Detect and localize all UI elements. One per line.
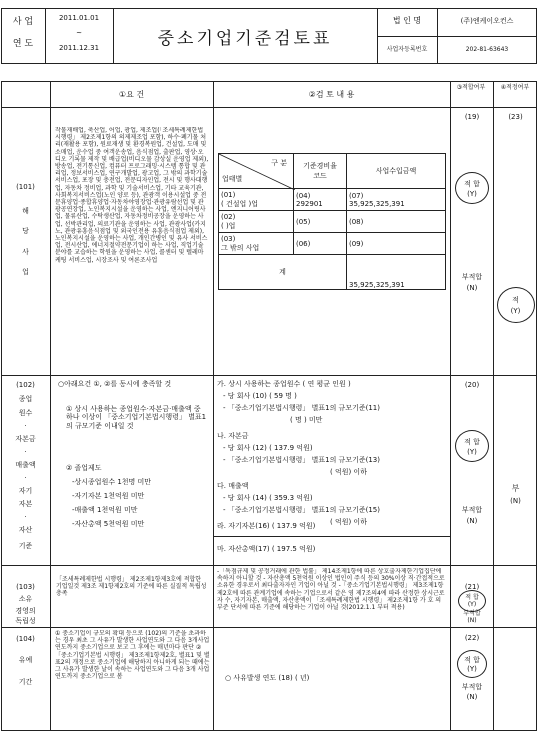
date-start: 2011.01.01 bbox=[58, 14, 100, 22]
row101-code: (101) bbox=[16, 183, 35, 191]
row-no: (07) bbox=[349, 191, 364, 200]
business-table bbox=[218, 153, 446, 290]
row102-label-7: · bbox=[24, 474, 27, 482]
row104-c3-unfit: 부적합 bbox=[461, 683, 483, 691]
total-value: 35,925,325,391 bbox=[349, 281, 405, 289]
row-no: (05) bbox=[296, 217, 311, 226]
row-no: (06) bbox=[296, 239, 311, 248]
row102-label-5: · bbox=[24, 448, 27, 456]
row-revenue: 35,925,325,391 bbox=[349, 199, 405, 208]
row102-ga-title: 가. 상시 사용하는 종업원수 ( 연 평균 인원 ) bbox=[217, 380, 351, 388]
period-label-1: 사 업 bbox=[12, 17, 34, 27]
row101-requirement: 작물재배업, 축산업, 어업, 광업, 제조업(「조세특례제한법 시행령」 제2조제1항의 의제제조업 포함), 하수·폐기물 처리(재활용 포함), 원료재생 및 환경복원업, 건설업, 도매 및 소매업, 운수업 중 여객운송업, 음식점업, 출판업, 영상·오디오 기록물 제작 및 배급업(비디오물 감상실 운영업 제외), 방송업, 전기통신업, 컴퓨터 프로그래밍·시스템 통합 및 관리업, 정보서비스업, 연구개발업, 광고업, 그 밖의 과학기술서비스업, 포장 및 충전업, 전문디자인업, 전시 및 행사대행업, 자동차 정비업, 과학 및 기술서비스업, 기타 교육기관, 사회복지서비스업(노인 양로 등), 관광객 이용시설업 중 전문휴양업·종합휴양업·자동차야영장업·관광유람선업 및 관광공연장업, 노인복지시설을 운영하는 사업, 엔지니어링사업, 물류산업, 수탁생산업, 자동차정비공장을 운영하는 사업, 선박관리업, 의료기관을 운영하는 사업, 관광사업(카지노, 관광유흥음식점업 및 외국인전용 유흥음식점업 제외), 노인복지시설을 운영하는 사업, 개인간병인 및 유사 서비스업, 전시산업, 에너지절약전문기업이 하는 사업, 직업기술 분야를 교습하는 학원을 운영하는 사업, 콜센터 및 텔레마케팅 서비스업, 시장조사 및 여론조사업 bbox=[55, 127, 209, 264]
row102-c3-fit: 적 합 bbox=[464, 438, 480, 446]
row101-c3-no: (19) bbox=[464, 113, 480, 121]
table-head-code: 코드 bbox=[313, 172, 327, 180]
row102-c3-unfit: 부적합 bbox=[461, 506, 483, 514]
table-row bbox=[219, 189, 446, 211]
period-label-2: 연 도 bbox=[12, 39, 34, 49]
table-head-rate: 기준경비율 bbox=[303, 162, 337, 170]
row101-c4-no: (23) bbox=[508, 113, 523, 121]
row-no: (01) bbox=[221, 190, 236, 199]
row102-na-1: - 당 회사 (12) ( 137.9 억원) bbox=[223, 444, 313, 452]
col-header-adequate: ④적정여부 bbox=[500, 84, 530, 91]
row101-c3-fit: 적 합 bbox=[464, 180, 480, 188]
row103-code: (103) bbox=[16, 583, 35, 591]
table-total-row bbox=[219, 255, 446, 290]
row101-label-1: 해 bbox=[22, 207, 29, 215]
row101-c3-n: (N) bbox=[466, 284, 478, 292]
row104-c3-no: (22) bbox=[464, 634, 480, 642]
table-row bbox=[219, 211, 446, 233]
row103-requirement: 「조세특례제한법 시행령」 제2조제1항제3호에 적합한 기업일것 제3조 제1항제2호의 기준에 따른 실질적 독립성 충족 bbox=[56, 576, 207, 598]
page-title: 중소기업기준검토표 bbox=[157, 29, 333, 49]
row102-c4-text: 부 bbox=[511, 484, 520, 493]
row102-ga-3: ( 명 ) 미만 bbox=[290, 416, 323, 424]
row102-label-11: 자산 bbox=[18, 526, 33, 534]
row102-req-2-item: -상시종업원수 1천명 미만 bbox=[72, 478, 152, 486]
row102-c4-n: (N) bbox=[510, 497, 521, 505]
row103-review: -「독점규제 및 공정거래에 관한 법률」 제14조제1항에 따른 상호출자제한기업집단에 속하지 아니할 것 - 자산총액 5천억원 이상인 법인이 주식 등의 30%이상 직·간접적으로 소유한 경우로서 최다출자자인 기업이 아닐 것 -「중소기업기본법시행령」 제3조제1항제2호에 따른 관계기업에 속하는 기업으로서 같은 영 제7조의4에 따라 산정한 상시근로자 수, 자기자본, 매출액, 자산총액이 「조세특례제한법 시행령」 제2조제1항 가 호 의 부준 단서에 따른 기준에 해당하는 기업이 아닐 것(2012.1.1 부터 적용) bbox=[217, 568, 445, 612]
total-label: 계 bbox=[279, 268, 286, 276]
row102-label-4: 자본금 bbox=[15, 435, 36, 443]
col-header-requirement: ①요 건 bbox=[118, 90, 145, 99]
row102-req-2-item: -매출액 1천억원 미만 bbox=[72, 506, 138, 514]
row102-ra: 라. 자기자본(16) ( 137.9 억원) bbox=[217, 522, 316, 530]
adequate-circle-stamp bbox=[497, 287, 535, 323]
row102-c3-y: (Y) bbox=[467, 448, 477, 456]
row-no: (03) bbox=[221, 234, 236, 243]
row102-label-9: 자본 bbox=[18, 500, 33, 508]
row103-label-2: 경영의 bbox=[15, 607, 36, 615]
row101-label-2: 당 bbox=[22, 227, 29, 235]
table-head-type: 업태별 bbox=[222, 175, 243, 183]
row102-ga-2: - 「중소기업기본법시행령」 별표1의 규모기준(11) bbox=[223, 404, 380, 412]
row101-c3-unfit: 부적합 bbox=[461, 273, 483, 281]
row102-label-10: · bbox=[24, 513, 27, 521]
row104-review: ○ 사유발생 연도 (18) ( 년) bbox=[225, 674, 310, 682]
col-header-fit: ③적합여부 bbox=[456, 84, 486, 91]
corp-label: 법 인 명 bbox=[392, 16, 422, 25]
corp-name: (주)엔케이오컨스 bbox=[460, 17, 514, 25]
row103-c3-no: (21) bbox=[464, 583, 480, 591]
row102-req-2-title: ② 졸업제도 bbox=[66, 464, 102, 472]
row101-label-3: 사 bbox=[22, 248, 29, 256]
row103-c3-unfit: 부적합 bbox=[463, 610, 481, 617]
row102-req-1: ① 상시 사용하는 종업원수·자본금·매출액 중 하나 이상이 「중소기업기본법시행령」 별표1의 규모기준 이내일 것 bbox=[66, 405, 207, 430]
row-no: (09) bbox=[349, 239, 364, 248]
row102-label-2: 원수 bbox=[18, 409, 33, 417]
row102-da-3: ( 억원) 이하 bbox=[330, 518, 367, 526]
row-biz: ( 건설업 )업 bbox=[221, 199, 258, 208]
row103-c3-y: (Y) bbox=[467, 601, 477, 608]
row102-na-title: 나. 자본금 bbox=[217, 432, 249, 440]
row101-c4-fit: 적 bbox=[512, 296, 519, 304]
row101-c4-y: (Y) bbox=[510, 307, 521, 315]
col-header-review: ②검 토 내 용 bbox=[308, 90, 355, 99]
row104-code: (104) bbox=[16, 635, 35, 643]
row-no: (02) bbox=[221, 212, 236, 221]
row102-da-1: - 당 회사 (14) ( 359.3 억원) bbox=[223, 494, 313, 502]
row104-c3-y: (Y) bbox=[467, 665, 477, 673]
table-row bbox=[219, 233, 446, 255]
row102-c3-no: (20) bbox=[464, 381, 480, 389]
row103-label-1: 소유 bbox=[18, 595, 33, 603]
row-no: (04) bbox=[296, 191, 311, 200]
row103-label-3: 독립성 bbox=[15, 617, 36, 625]
bizno-label: 사업자등록번호 bbox=[386, 46, 428, 53]
row102-req-intro: ○아래요건 ①, ②를 동시에 충족할 것 bbox=[58, 380, 172, 388]
bizno: 202-81-63643 bbox=[465, 46, 509, 53]
row102-label-1: 종업 bbox=[18, 395, 33, 403]
row102-label-6: 매출액 bbox=[15, 461, 36, 469]
date-sep: ~ bbox=[76, 29, 82, 37]
row104-label-1: 유예 bbox=[18, 656, 33, 664]
row102-c3-n: (N) bbox=[466, 517, 478, 525]
row102-label-12: 기준 bbox=[18, 542, 33, 550]
row101-c3-y: (Y) bbox=[467, 190, 477, 198]
row102-na-3: ( 억원) 이하 bbox=[330, 468, 367, 476]
row102-req-2-item: -자기자본 1천억원 미만 bbox=[72, 492, 145, 500]
row102-label-8: 자기 bbox=[18, 487, 33, 495]
table-head-category: 구 분 bbox=[271, 159, 287, 167]
row102-ma: 마. 자산총액(17) ( 197.5 억원) bbox=[217, 545, 316, 553]
row102-ga-1: - 당 회사 (10) ( 59 명 ) bbox=[223, 392, 297, 400]
row104-label-2: 기간 bbox=[18, 678, 33, 686]
date-end: 2011.12.31 bbox=[58, 44, 100, 52]
row102-da-title: 다. 매출액 bbox=[217, 482, 249, 490]
row-biz: 그 밖의 사업 bbox=[221, 243, 260, 252]
row103-c3-fit: 적 합 bbox=[465, 594, 479, 601]
row104-c3-n: (N) bbox=[466, 693, 478, 701]
row101-label-4: 업 bbox=[22, 268, 29, 276]
row102-label-3: · bbox=[24, 422, 27, 430]
row104-c3-fit: 적 합 bbox=[464, 656, 480, 664]
row103-c3-n: (N) bbox=[467, 617, 477, 624]
row-no: (08) bbox=[349, 217, 364, 226]
row-code: 292901 bbox=[296, 199, 323, 208]
row102-req-2-item: -자산총액 5천억원 미만 bbox=[72, 520, 145, 528]
row102-na-2: - 「중소기업기본법시행령」 별표1의 규모기준(13) bbox=[223, 456, 380, 464]
row102-da-2: - 「중소기업기본법시행령」 별표1의 규모기준(15) bbox=[223, 506, 380, 514]
row102-code: (102) bbox=[16, 381, 35, 389]
table-head-revenue: 사업수입금액 bbox=[375, 167, 417, 175]
row104-requirement: ① 중소기업이 규모의 확대 등으로 (102)의 기준을 초과하는 경우 최초 그 사유가 발생한 사업연도와 그 다음 3개사업연도까지 중소기업으로 보고 그 후에는 매년마다 판단 ② 「중소기업기본법 시행령」 제3조제1항제2호, 별표1 및 별표2의 개정으로 중소기업에 해당하지 아니하게 되는 때에는 그 사유가 발생한 날이 속하는 사업연도와 그 다음 3개 사업연도까지 중소기업으로 봄 bbox=[55, 630, 210, 681]
row-biz: ( )업 bbox=[221, 221, 236, 230]
